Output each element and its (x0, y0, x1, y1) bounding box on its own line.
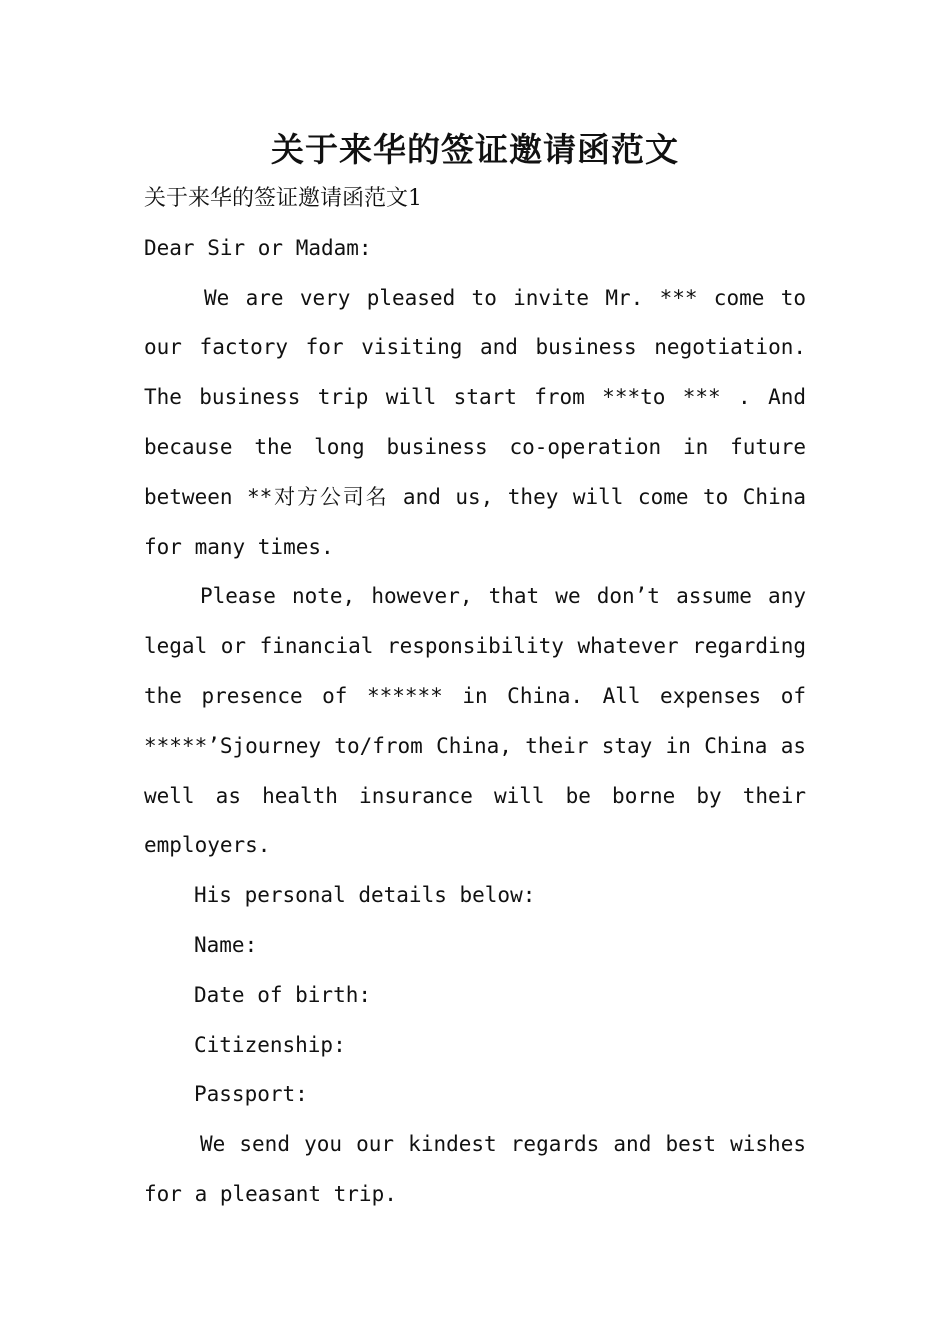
details-intro: His personal details below: (194, 883, 536, 908)
salutation: Dear Sir or Madam: (144, 235, 372, 260)
detail-name: Name: (194, 932, 258, 957)
document-body (144, 174, 806, 1220)
section-heading: 关于来华的签证邀请函范文1 (144, 186, 422, 211)
paragraph-invitation: We are very pleased to invite Mr. *** come to our factory for visiting and business negotiation. The business trip will start from ***to *** . And because the long business co-operation in future between **对方公司名 and us, they will come to China for many times. (144, 285, 806, 559)
document-title: 关于来华的签证邀请函范文 (271, 130, 679, 169)
detail-date-of-birth: Date of birth: (194, 982, 372, 1007)
detail-passport: Passport: (194, 1082, 308, 1107)
paragraph-responsibility: Please note, however, that we don’t assume any legal or financial responsibility whatever regarding the presence of ****** in China. All expenses of *****’Sjourney to/from China, their stay in China as well as health insurance will be borne by their employers. (144, 584, 806, 858)
paragraph-closing: We send you our kindest regards and best wishes for a pleasant trip. (144, 1132, 806, 1206)
detail-citizenship: Citizenship: (194, 1032, 346, 1057)
